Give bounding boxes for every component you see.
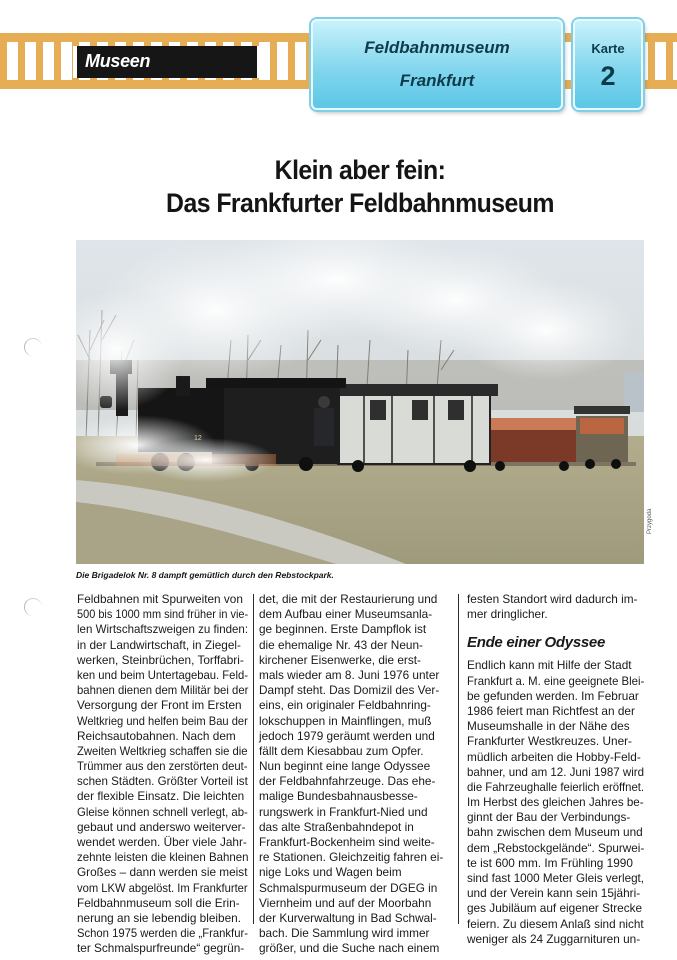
headline-line2: Das Frankfurter Feldbahnmuseum: [166, 188, 554, 218]
text-line: vom LKW abgelöst. Im Frankfurter: [77, 880, 248, 895]
text-line: Feldbahnen mit Spurweiten von: [77, 592, 243, 606]
text-line: schen Städten. Größter Vorteil ist: [77, 774, 248, 789]
text-line: wendet werden. Über viele Jahr-: [77, 835, 247, 849]
article-column-1: [77, 592, 248, 957]
text-line: Reichsautobahnen. Nach dem: [77, 728, 236, 743]
text-line: bahner, und am 12. Juni 1987 wird: [467, 764, 645, 779]
text-line: nige Loks und Wagen beim: [259, 865, 402, 880]
museum-title-box: [311, 19, 563, 110]
card-number: 2: [600, 61, 616, 91]
text-line: Frankfurt a. M. eine geeignete Blei-: [467, 673, 645, 688]
text-line: und der Verein kann sein 15jähri-: [467, 886, 641, 901]
section-label: [73, 46, 261, 78]
text-line: feiern. Zu diesem Anlaß sind nicht: [467, 916, 644, 931]
headline-line1: Klein aber fein:: [274, 155, 446, 185]
text-line: 500 bis 1000 mm sind früher in vie-: [77, 607, 249, 622]
photo-credit: Przygoda: [647, 508, 653, 534]
text-line: Feldbahnmuseum soll die Erin-: [77, 895, 240, 910]
text-line: fällt dem Kiesabbau zum Opfer.: [259, 743, 424, 758]
card-label: Karte: [591, 41, 625, 56]
text-line: Frankfurt-Bockenheim sind weite-: [259, 835, 435, 849]
punch-hole-top: [24, 338, 42, 356]
text-line: Weltkrieg und helfen beim Bau der: [77, 713, 248, 728]
museum-title-line2: Frankfurt: [399, 71, 475, 90]
text-line: Zweiten Weltkrieg schaffen sie die: [77, 743, 248, 758]
text-line: te ist 600 mm. Im Frühling 1990: [467, 855, 633, 870]
museum-title-line1: Feldbahnmuseum: [364, 38, 510, 57]
text-line: Museumshalle in der Nähe des: [467, 719, 630, 734]
text-line: der Feldbahnfahrzeuge. Das ehe-: [259, 774, 436, 789]
text-line: in der Landwirtschaft, in Ziegel-: [77, 637, 241, 652]
text-line: das alte Straßenbahndepot in: [259, 819, 414, 834]
text-line: Großes – dann werden sie meist: [77, 865, 248, 880]
text-line: dem „Rebstockgelände“. Spurwei-: [467, 840, 645, 855]
text-line: Endlich kann mit Hilfe der Stadt: [467, 658, 632, 673]
text-line: lokschuppen in Mainflingen, muß: [259, 713, 432, 728]
text-line: festen Standort wird dadurch im-: [467, 592, 638, 606]
article-photo: [76, 240, 644, 564]
punch-hole-bottom: [24, 598, 42, 616]
text-line: der flexible Einsatz. Die leichten: [77, 789, 245, 804]
card-number-box: [573, 19, 643, 110]
text-line: ginnt der Bau der Verbindungs-: [467, 810, 631, 825]
photo-caption: Die Brigadelok Nr. 8 dampft gemütlich durch den Rebstockpark.: [76, 570, 334, 580]
text-line: 1986 feiert man Richtfest an der: [467, 703, 635, 718]
text-line: rungswerk in Frankfurt-Nied und: [259, 804, 428, 819]
text-line: Schmalspurmuseum der DGEG in: [259, 880, 438, 895]
text-line: ges Jubiläum auf eigener Strecke: [467, 901, 643, 916]
text-line: weniger als 24 Zuggarnituren un-: [467, 931, 641, 946]
text-line: mals wieder am 8. Juni 1976 unter: [259, 667, 440, 682]
text-line: bahn zwischen dem Museum und: [467, 825, 643, 840]
text-line: len Wirtschaftszweigen zu finden:: [77, 622, 249, 637]
text-line: Im Herbst des gleichen Jahres be-: [467, 795, 644, 810]
text-line: mer dringlicher.: [467, 607, 548, 622]
text-line: nerung an sie lebendig bleiben.: [77, 910, 241, 925]
text-line: det, die mit der Restaurierung und: [259, 592, 438, 606]
article-column-3: [467, 592, 644, 947]
text-line: malige Bundesbahnausbesse-: [259, 789, 418, 804]
steam-train-illustration: [76, 240, 644, 564]
subheading: Ende einer Odyssee: [467, 634, 606, 652]
text-line: der Kurverwaltung in Bad Schwal-: [259, 910, 437, 925]
text-line: kirchener Eisenwerke, die erst-: [259, 652, 421, 667]
text-line: Gleise können schnell verlegt, ab-: [77, 804, 248, 819]
text-line: eins, ein originaler Feldbahnring-: [259, 698, 431, 713]
text-line: müdlich arbeiten die Hobby-Feld-: [467, 749, 641, 764]
text-line: Viernheim und auf der Moorbahn: [259, 895, 432, 910]
column-divider-2: [458, 594, 459, 924]
section-label-text: Museen: [85, 51, 151, 71]
text-line: ge beginnen. Erste Dampflok ist: [259, 622, 427, 637]
text-line: zehnte leisten die kleinen Bahnen: [77, 850, 249, 865]
text-line: sind fast 1000 Meter Gleis verlegt,: [467, 871, 645, 885]
article-headline: [76, 154, 644, 220]
text-line: werken, Steinbrüchen, Torffabri-: [77, 652, 244, 667]
text-line: Trümmer aus den zerstörten deut-: [77, 759, 248, 774]
article-column-2: [259, 592, 452, 957]
text-line: Frankfurter Westkreuzes. Uner-: [467, 734, 632, 749]
text-line: die Fahrzeughalle feierlich eröffnet.: [467, 779, 645, 794]
text-line: ken und beim Untertagebau. Feld-: [77, 667, 248, 682]
text-line: bahnen dienen dem Militär bei der: [77, 683, 249, 698]
text-line: be gefunden werden. Im Februar: [467, 688, 639, 703]
text-line: gebaut und anderswo weiterver-: [77, 819, 246, 834]
text-line: Nun beginnt eine lange Odyssee: [259, 759, 431, 774]
column-divider-1: [253, 594, 254, 924]
text-line: Versorgung der Front im Ersten: [77, 698, 242, 713]
text-line: Dampf steht. Das Domizil des Ver-: [259, 683, 440, 698]
text-line: Schon 1975 werden die „Frankfur-: [77, 926, 248, 941]
text-line: dem Aufbau einer Museumsanla-: [259, 607, 433, 622]
text-line: die ehemalige Nr. 43 der Neun-: [259, 637, 423, 652]
text-line: jedoch 1979 geräumt werden und: [259, 728, 435, 743]
text-line: ter Schmalspurfreunde“ gegrün-: [77, 941, 245, 956]
text-line: bach. Die Sammlung wird immer: [259, 926, 430, 941]
text-line: re Stationen. Gleichzeitig fahren ei-: [259, 850, 444, 865]
text-line: größer, und die Suche nach einem: [259, 941, 440, 956]
